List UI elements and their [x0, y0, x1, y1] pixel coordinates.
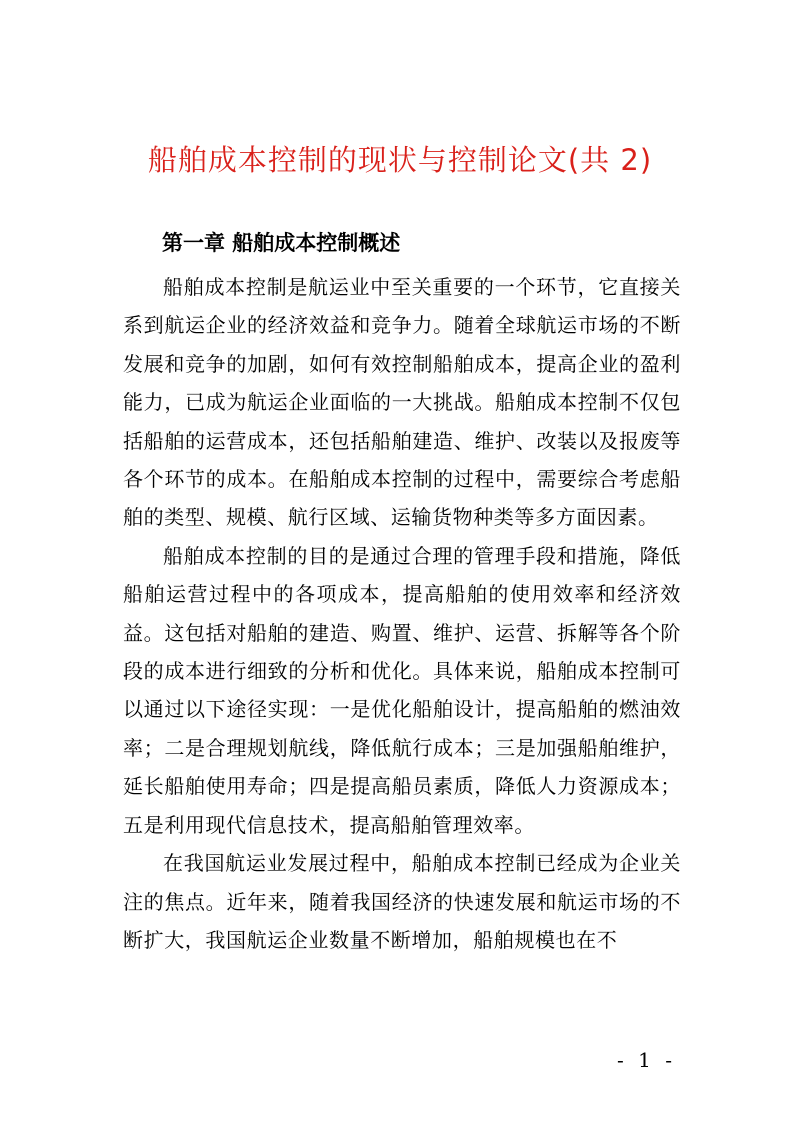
chapter-heading: 第一章 船舶成本控制概述 [162, 231, 401, 255]
paragraph: 在我国航运业发展过程中，船舶成本控制已经成为企业关注的焦点。近年来，随着我国经济的快速发展和航运市场的不断扩大，我国航运企业数量不断增加，船舶规模也在不 [123, 851, 681, 952]
body-text [123, 268, 681, 959]
paragraph: 船舶成本控制的目的是通过合理的管理手段和措施，降低船舶运营过程中的各项成本，提高船舶的使用效率和经济效益。这包括对船舶的建造、购置、维护、运营、拆解等各个阶段的成本进行细致的分析和优化。具体来说，船舶成本控制可以通过以下途径实现：一是优化船舶设计，提高船舶的燃油效率；二是合理规划航线，降低航行成本；三是加强船舶维护，延长船舶使用寿命；四是提高船员素质，降低人力资源成本；五是利用现代信息技术，提高船舶管理效率。 [123, 543, 681, 837]
paragraph: 船舶成本控制是航运业中至关重要的一个环节，它直接关系到航运企业的经济效益和竞争力。随着全球航运市场的不断发展和竞争的加剧，如何有效控制船舶成本，提高企业的盈利能力，已成为航运企业面临的一大挑战。船舶成本控制不仅包括船舶的运营成本，还包括船舶建造、维护、改装以及报废等各个环节的成本。在船舶成本控制的过程中，需要综合考虑船舶的类型、规模、航行区域、运输货物种类等多方面因素。 [123, 275, 681, 530]
document-title: 船舶成本控制的现状与控制论文(共 2) [147, 143, 653, 177]
page-number: - 1 - [617, 1048, 676, 1072]
